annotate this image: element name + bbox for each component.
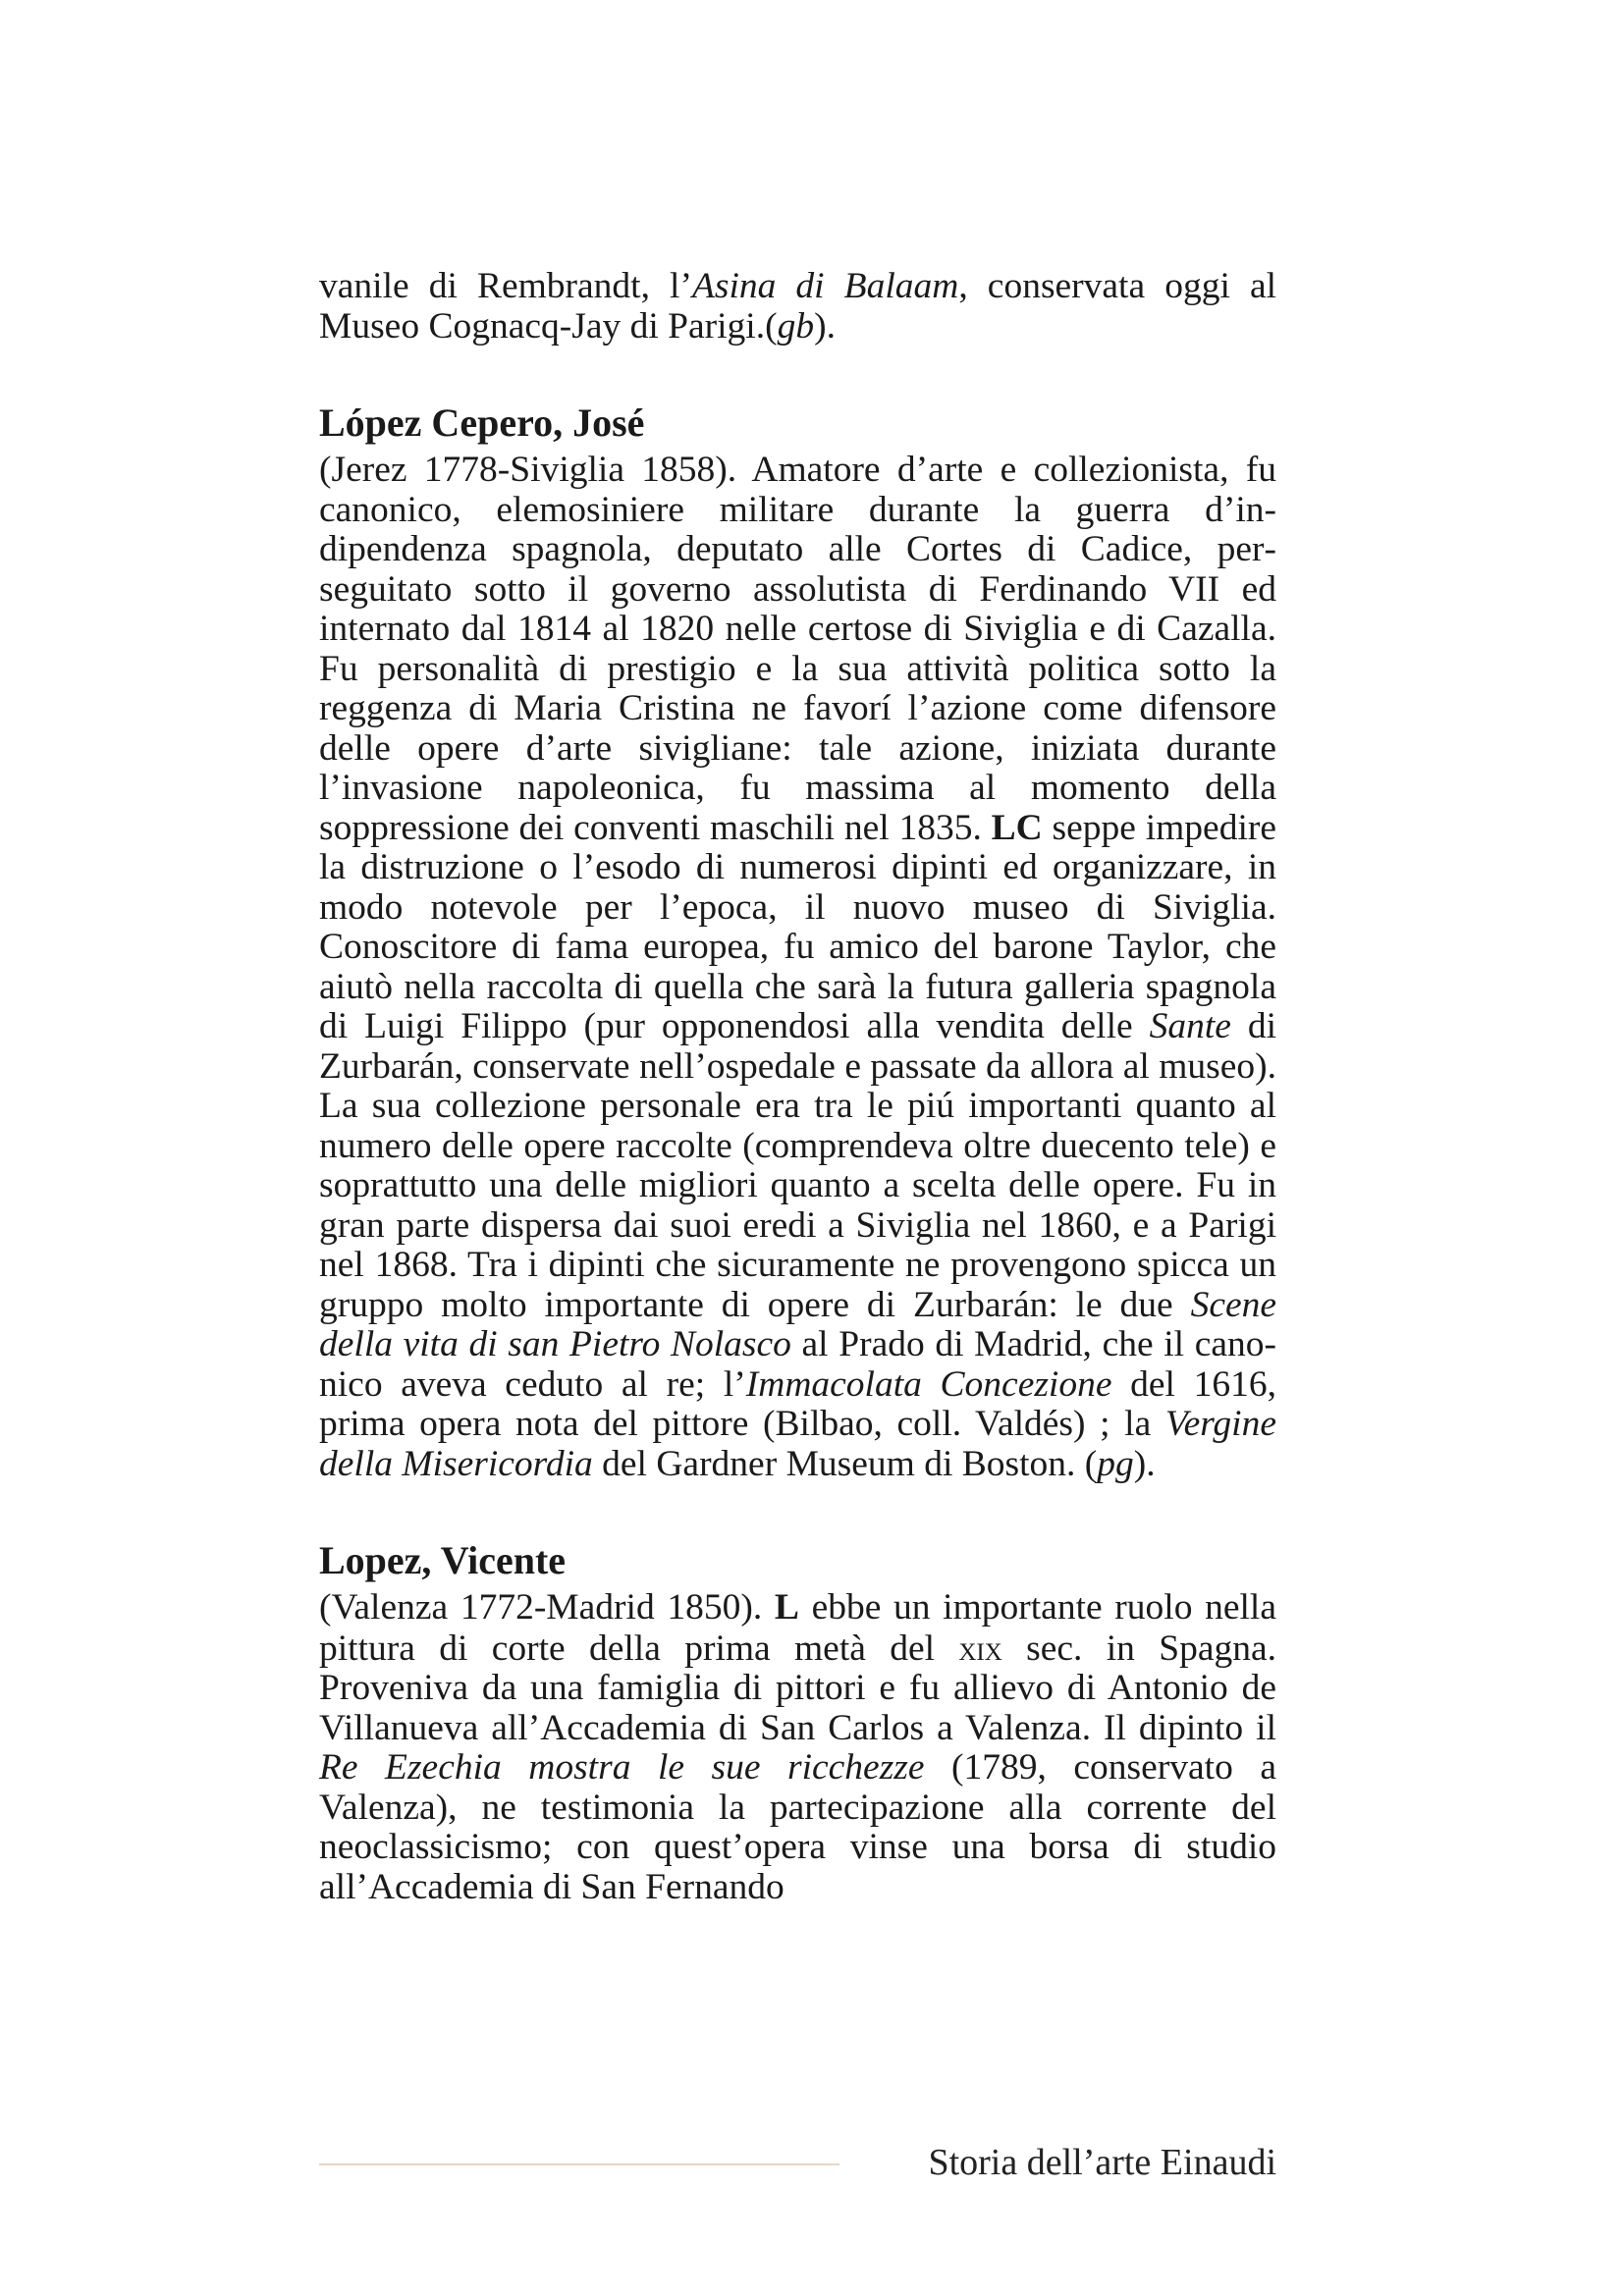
entry-title: López Cepero, José [319, 400, 645, 445]
entry-paragraph: (Valenza 1772-Madrid 1850). L ebbe un importante ruolo nella pittura di corte della prima metà del xix sec. in Spagna. Proveniva da una famiglia di pittori e fu allievo di Antonio de Villanueva all’Accademia di San Carlos a Valenza. Il dipinto il Re Ezechia mostra le sue ricchezze (1789, conservato a Valenza), ne testimonia la partecipazione alla corrente del neoclassicismo; con quest’opera vinse una borsa di studio all’Accademia di San Fernando [319, 1587, 1276, 1907]
intro-text-1: vanile di Rembrandt, l’ [319, 266, 692, 306]
artwork-title: Asina di Balaam [691, 266, 959, 306]
page-footer [319, 2138, 1276, 2187]
author-initials: pg [1097, 1443, 1134, 1484]
entry-abbreviation: LC [991, 807, 1043, 848]
author-initials: gb [777, 305, 815, 347]
artwork-title: Immacolata Concezione [745, 1363, 1112, 1405]
intro-text-2: , conservata oggi al Museo Cognacq-Jay di Parigi.( [319, 266, 1277, 347]
page-body [319, 267, 1276, 1907]
footer-rule [319, 2163, 839, 2165]
century-numeral: xix [958, 1628, 1002, 1668]
intro-text-3: ). [814, 305, 836, 347]
artwork-title: Sante [1149, 1006, 1231, 1046]
entry-paragraph: (Jerez 1778-Siviglia 1858). Amatore d’arte e collezionista, fu canonico, elemosiniere militare durante la guerra d’indipendenza spagnola, deputato alle Cortes di Cadice, perseguitato sotto il governo assolutista di Ferdinando VII ed internato dal 1814 al 1820 nelle certose di Siviglia e di Cazalla. Fu personalità di prestigio e la sua attività politica sotto la reggenza di Maria Cristina ne favorí l’azione come difensore delle opere d’arte sivigliane: tale azione, iniziata durante l’invasione napoleonica, fu massima al momento della soppressione dei conventi maschili nel 1835. LC seppe impedire la distruzione o l’esodo di numerosi dipinti ed organizzare, in modo notevole per l’epoca, il nuovo museo di Siviglia. Conoscitore di fama europea, fu amico del barone Taylor, che aiutò nella raccolta di quella che sarà la futura galleria spagnola di Luigi Filippo (pur opponendosi alla vendita delle Sante di Zurbarán, conservate nell’ospedale e passate da allora al museo). La sua collezione personale era tra le piú importanti quanto al numero delle opere raccolte (comprendeva oltre duecento tele) e soprattutto una delle migliori quanto a scelta delle opere. Fu in gran parte dispersa dai suoi eredi a Siviglia nel 1860, e a Parigi nel 1868. Tra i dipinti che sicuramente ne provengono spicca un gruppo molto importante di opere di Zurbarán: le due Scene della vita di san Pietro Nolasco al Prado di Madrid, che il canonico aveva ceduto al re; l’Immacolata Concezione del 1616, prima opera nota del pittore (Bilbao, coll. Valdés) ; la Vergine della Misericordia del Gardner Museum di Boston. (pg). [319, 450, 1276, 1484]
artwork-title: Scene della vita di san Pietro Nolasco [319, 1284, 1276, 1364]
entry-title: Lopez, Vicente [319, 1538, 567, 1582]
intro-paragraph [319, 267, 1276, 347]
entry-abbreviation: L [774, 1587, 799, 1628]
artwork-title: Re Ezechia mostra le sue ricchezze [319, 1747, 925, 1788]
footer-title: Storia dell’arte Einaudi [928, 2142, 1276, 2183]
artwork-title: Vergine della Misericordia [319, 1404, 1276, 1484]
